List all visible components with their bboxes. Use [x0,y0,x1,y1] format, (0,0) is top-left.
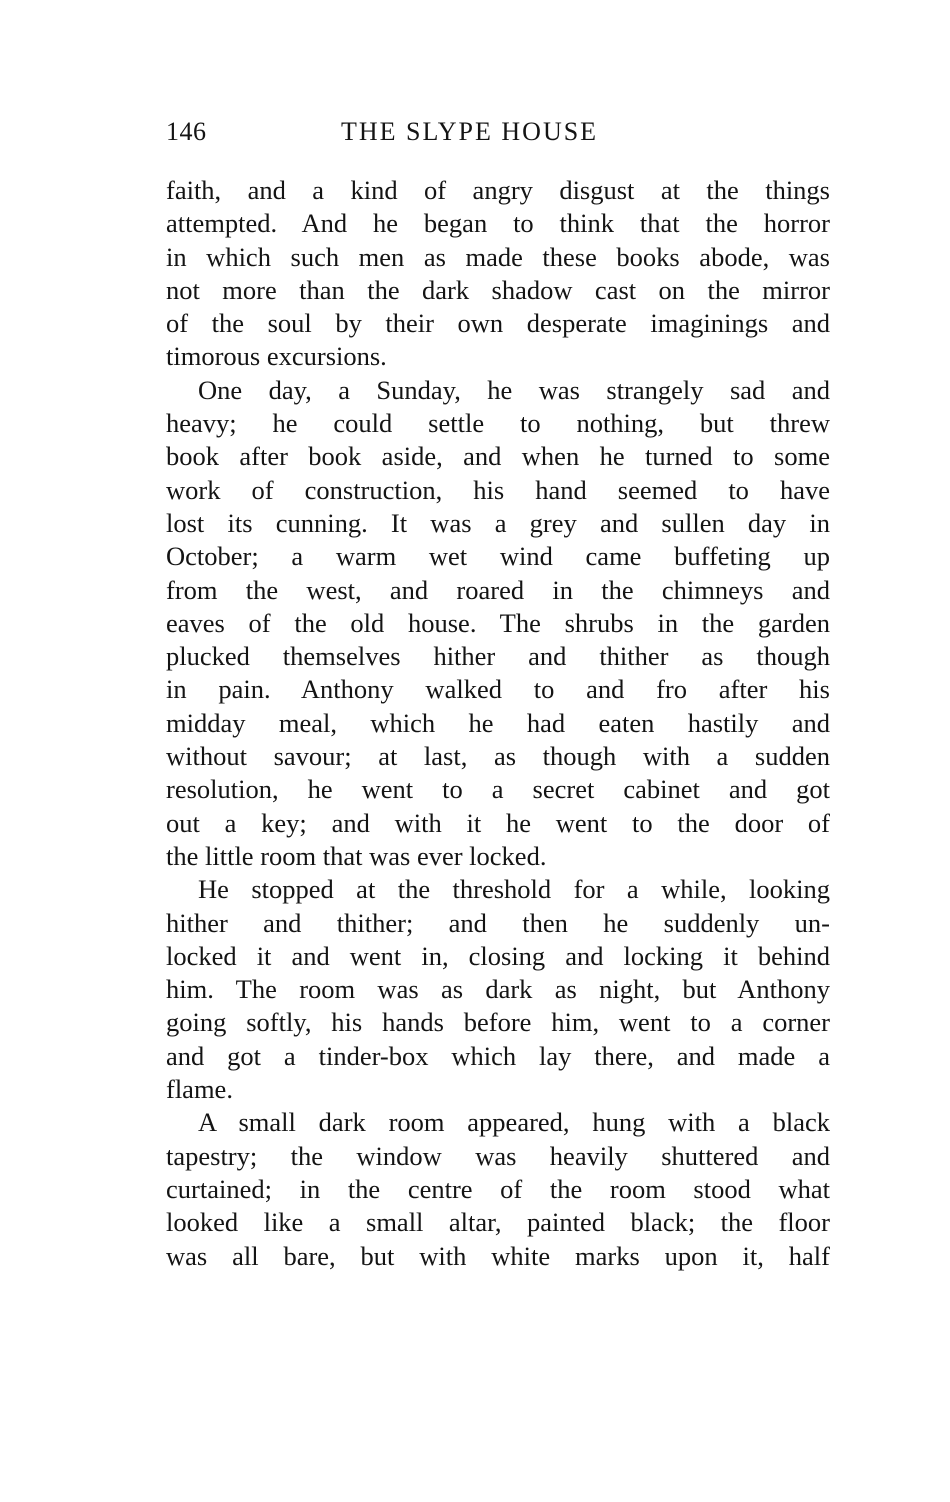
text-line: him. The room was as dark as night, but Anthony [166,974,830,1005]
page-number: 146 [166,117,207,146]
text-line: October; a warm wet wind came buffeting up [166,541,830,572]
text-line: from the west, and roared in the chimneys and [166,574,830,605]
text-line: eaves of the old house. The shrubs in the garden [166,607,830,638]
text-line: plucked themselves hither and thither as though [166,641,830,672]
text-line: faith, and a kind of angry disgust at the things [166,175,830,205]
text-line: timorous excursions. [166,341,387,372]
running-head [166,112,830,152]
text-line: in pain. Anthony walked to and fro after his [166,674,830,705]
paragraph [166,374,830,873]
text-line: He stopped at the threshold for a while, looking [198,874,830,905]
text-line: book after book aside, and when he turned to some [166,441,830,472]
text-line: tapestry; the window was heavily shuttered and [166,1140,830,1171]
text-line: One day, a Sunday, he was strangely sad and [198,374,830,405]
text-line: looked like a small altar, painted black; the floor [166,1207,830,1238]
text-line: flame. [166,1074,233,1105]
text-line: without savour; at last, as though with a sudden [166,741,830,772]
text-line: heavy; he could settle to nothing, but threw [166,408,830,439]
paragraph [166,873,830,1106]
text-line: lost its cunning. It was a grey and sullen day in [166,507,830,538]
text-line: of the soul by their own desperate imaginings and [166,308,830,339]
paragraph [166,1106,830,1272]
text-line: midday meal, which he had eaten hastily and [166,707,830,738]
text-line: work of construction, his hand seemed to have [166,474,830,505]
text-line: curtained; in the centre of the room stood what [166,1173,830,1204]
text-line: resolution, he went to a secret cabinet and got [166,774,830,805]
body-text [166,174,830,1273]
text-line: in which such men as made these books abode, was [166,241,830,272]
text-line: hither and thither; and then he suddenly un- [166,907,830,938]
text-line: not more than the dark shadow cast on the mirror [166,274,830,305]
running-title: THE SLYPE HOUSE [341,117,599,146]
text-line: was all bare, but with white marks upon it, half [166,1240,830,1271]
text-line: attempted. And he began to think that the horror [166,208,830,239]
text-line: A small dark room appeared, hung with a black [198,1107,830,1138]
paragraph [166,174,830,374]
text-line: out a key; and with it he went to the door of [166,807,830,838]
text-line: the little room that was ever locked. [166,840,547,871]
text-line: going softly, his hands before him, went to a corner [166,1007,830,1038]
text-line: and got a tinder-box which lay there, and made a [166,1040,830,1071]
text-line: locked it and went in, closing and locking it behind [166,940,830,971]
